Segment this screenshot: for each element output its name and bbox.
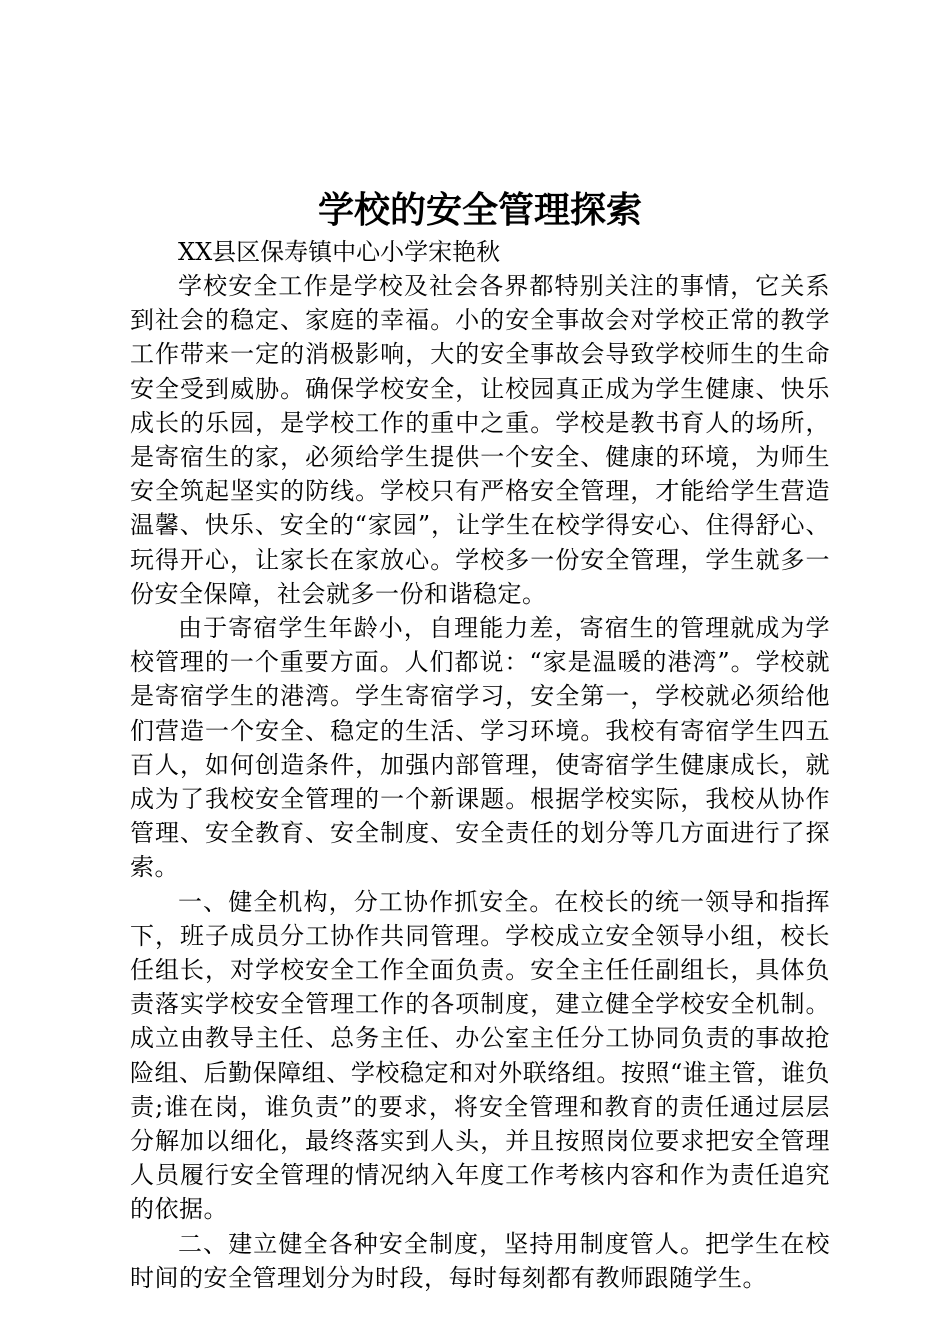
author-line: XX县区保寿镇中心小学宋艳秋 — [178, 238, 501, 266]
document-title: 学校的安全管理探索 — [317, 189, 642, 231]
paragraph: 学校安全工作是学校及社会各界都特别关注的事情，它关系到社会的稳定、家庭的幸福。小的安全事故会对学校正常的教学工作带来一定的消极影响，大的安全事故会导致学校师生的生命安全受到威胁。确保学校安全，让校园真正成为学生健康、快乐成长的乐园，是学校工作的重中之重。学校是教书育人的场所，是寄宿生的家，必须给学生提供一个安全、健康的环境，为师生安全筑起坚实的防线。学校只有严格安全管理，才能给学生营造温馨、快乐、安全的“家园”，让学生在校学得安心、住得舒心、玩得开心，让家长在家放心。学校多一份安全管理，学生就多一份安全保障，社会就多一份和谐稳定。 — [130, 272, 830, 608]
paragraph: 一、健全机构，分工协作抓安全。在校长的统一领导和指挥下，班子成员分工协作共同管理。学校成立安全领导小组，校长任组长，对学校安全工作全面负责。安全主任任副组长，具体负责落实学校安全管理工作的各项制度，建立健全学校安全机制。成立由教导主任、总务主任、办公室主任分工协同负责的事故抢险组、后勤保障组、学校稳定和对外联络组。按照“谁主管，谁负责;谁在岗，谁负责”的要求，将安全管理和教育的责任通过层层分解加以细化，最终落实到人头，并且按照岗位要求把安全管理人员履行安全管理的情况纳入年度工作考核内容和作为责任追究的依据。 — [130, 887, 830, 1224]
document-body — [130, 269, 830, 1295]
paragraph: 二、建立健全各种安全制度，坚持用制度管人。把学生在校时间的安全管理划分为时段，每时每刻都有教师跟随学生。 — [130, 1229, 830, 1292]
paragraph: 由于寄宿学生年龄小，自理能力差，寄宿生的管理就成为学校管理的一个重要方面。人们都说：“家是温暖的港湾”。学校就是寄宿学生的港湾。学生寄宿学习，安全第一，学校就必须给他们营造一个安全、稳定的生活、学习环境。我校有寄宿学生四五百人，如何创造条件，加强内部管理，使寄宿学生健康成长，就成为了我校安全管理的一个新课题。根据学校实际，我校从协作管理、安全教育、安全制度、安全责任的划分等几方面进行了探索。 — [130, 614, 830, 882]
